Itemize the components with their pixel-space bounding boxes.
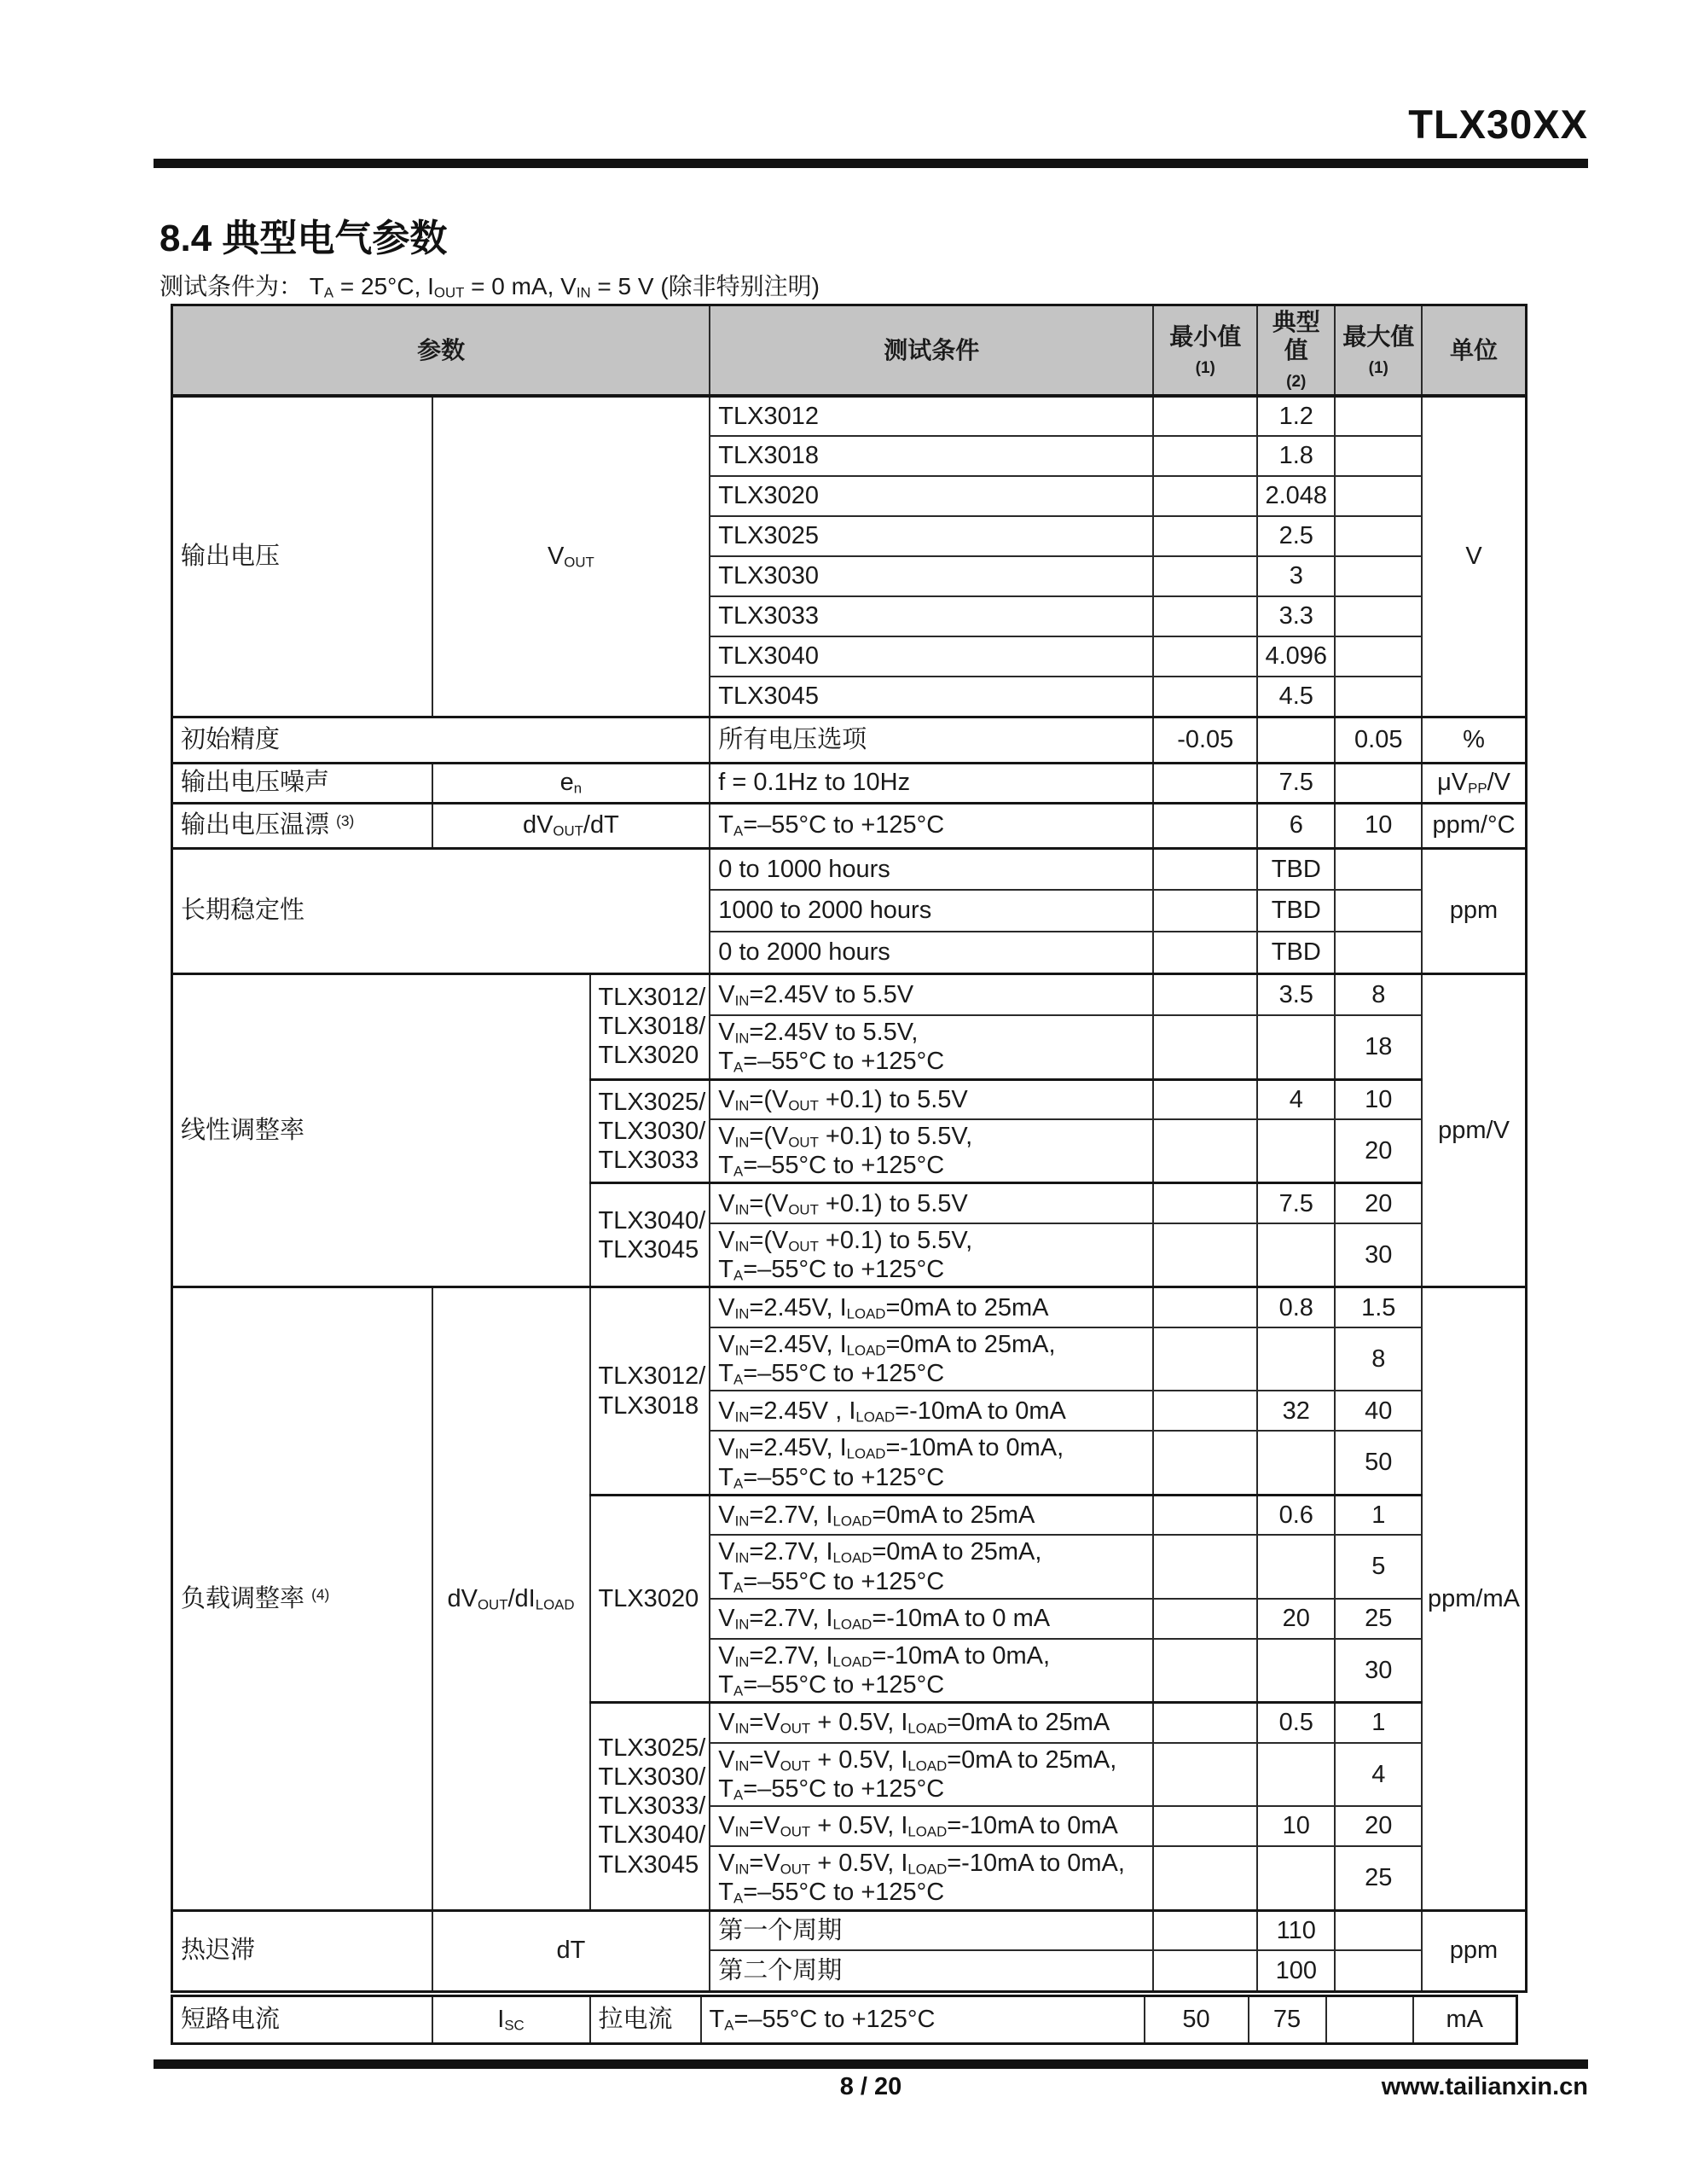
table-cell <box>1335 436 1422 476</box>
table-cell: 0.5 <box>1257 1703 1335 1743</box>
table-cell: $I_{SC}$ <box>432 1996 590 2044</box>
table-cell: $V_{IN}=(V_{OUT} +0.1)$ to 5.5V <box>710 1079 1153 1119</box>
table-cell: $V_{IN}=2.7V$, $I_{LOAD}=-10mA$ to 0 mA <box>710 1599 1153 1639</box>
table-cell <box>1153 848 1257 890</box>
table-cell: f = 0.1Hz to 10Hz <box>710 763 1153 803</box>
table-cell <box>1335 1950 1422 1991</box>
table-cell: 输出电压 <box>172 396 432 717</box>
table-cell <box>1153 1599 1257 1639</box>
table-cell: $V_{IN}=V_{OUT} + 0.5V$, $I_{LOAD}=0mA$ to 25mA <box>710 1703 1153 1743</box>
table-cell <box>1153 803 1257 848</box>
table-cell: 1.5 <box>1335 1287 1422 1327</box>
table-cell: 20 <box>1257 1599 1335 1639</box>
table-cell <box>1153 1015 1257 1079</box>
table-cell <box>1335 636 1422 677</box>
table-cell: 热迟滞 <box>172 1910 432 1991</box>
table-cell: $V_{IN}=2.45V$, $I_{LOAD}=-10mA$ to 0mA, $T_A=-55^\circ C$ to +125°C <box>710 1431 1153 1495</box>
table-cell: 75 <box>1249 1996 1326 2044</box>
table-cell: TLX3018 <box>710 436 1153 476</box>
table-cell <box>1153 1391 1257 1431</box>
table-cell <box>1153 1287 1257 1327</box>
electrical-parameters-table <box>171 304 1528 1993</box>
table-cell: 10 <box>1335 803 1422 848</box>
table-cell: TBD <box>1257 932 1335 973</box>
table-cell: 线性调整率 <box>172 973 590 1287</box>
table-row <box>172 1287 1527 1327</box>
table-cell: $\mu V_{PP}/V$ <box>1422 763 1526 803</box>
table-cell <box>1153 1183 1257 1223</box>
table-cell: 2.048 <box>1257 476 1335 516</box>
table-cell: 1 <box>1335 1495 1422 1535</box>
table-cell <box>1335 763 1422 803</box>
table-cell: $V_{IN}=2.7V$, $I_{LOAD}=0mA$ to 25mA, $T_A=-55^\circ C$ to +125°C <box>710 1535 1153 1598</box>
table-cell: dT <box>432 1910 710 1991</box>
table-cell: 1 <box>1335 1703 1422 1743</box>
table-cell: $dV_{OUT}/dI_{LOAD}$ <box>432 1287 590 1910</box>
website-text: www.tailianxin.cn <box>1381 2073 1588 2100</box>
table-cell: $V_{IN}=2.7V$, $I_{LOAD}=0mA$ to 25mA <box>710 1495 1153 1535</box>
table-cell <box>1153 890 1257 932</box>
table-cell <box>1153 932 1257 973</box>
page-number: 8 / 20 <box>839 2073 902 2100</box>
short-circuit-table <box>171 1995 1518 2045</box>
table-cell <box>1153 1743 1257 1806</box>
short-circuit-table-wrap <box>171 1995 1518 2045</box>
table-row <box>172 396 1527 436</box>
table-row <box>172 1996 1517 2044</box>
table-cell: 110 <box>1257 1910 1335 1950</box>
table-cell: V <box>1422 396 1526 717</box>
table-cell: ppm <box>1422 1910 1526 1991</box>
table-cell: 1.8 <box>1257 436 1335 476</box>
table-row <box>172 848 1527 890</box>
section-title: 8.4 典型电气参数 <box>159 218 448 259</box>
table-cell <box>1153 556 1257 596</box>
table-cell: $V_{IN}=2.45V$, $I_{LOAD}=0mA$ to 25mA <box>710 1287 1153 1327</box>
table-cell: 100 <box>1257 1950 1335 1991</box>
table-cell: $V_{IN}=2.45V$ to 5.5V <box>710 973 1153 1015</box>
table-cell <box>1257 1431 1335 1495</box>
table-cell: 8 <box>1335 1327 1422 1391</box>
table-cell <box>1153 1806 1257 1846</box>
table-cell <box>1326 1996 1413 2044</box>
table-cell: 5 <box>1335 1535 1422 1598</box>
table-cell: 1.2 <box>1257 396 1335 436</box>
table-cell: $V_{OUT}$ <box>432 396 710 717</box>
table-cell <box>1257 1846 1335 1910</box>
table-cell <box>1153 1639 1257 1703</box>
table-cell: 4 <box>1335 1743 1422 1806</box>
table-cell: 7.5 <box>1257 763 1335 803</box>
table-cell <box>1153 396 1257 436</box>
table-cell: 20 <box>1335 1806 1422 1846</box>
test-conditions: 测试条件为： $T_A = 25^\circ C$, $I_{OUT} = 0$ mA, $V_{IN} = 5$ V (除非特别注明) <box>159 273 820 301</box>
table-cell: 负载调整率 $^{(4)}$ <box>172 1287 432 1910</box>
table-cell <box>1153 1703 1257 1743</box>
table-cell <box>1153 1079 1257 1119</box>
table-row <box>172 763 1527 803</box>
table-cell: 0.8 <box>1257 1287 1335 1327</box>
table-cell <box>1153 1950 1257 1991</box>
table-cell: TLX3040 <box>710 636 1153 677</box>
table-cell: ppm <box>1422 848 1526 973</box>
table-cell: 4.096 <box>1257 636 1335 677</box>
table-cell: ppm/°C <box>1422 803 1526 848</box>
table-cell <box>1153 596 1257 636</box>
header-cell: 参数 <box>172 305 710 397</box>
table-cell <box>1153 763 1257 803</box>
table-cell <box>1153 1846 1257 1910</box>
table-row <box>172 717 1527 763</box>
header-cell: 典型值 (2) <box>1257 305 1335 397</box>
header-cell: 最大值 (1) <box>1335 305 1422 397</box>
table-cell <box>1257 1639 1335 1703</box>
table-cell <box>1257 1327 1335 1391</box>
table-cell <box>1335 476 1422 516</box>
table-cell: TLX3045 <box>710 677 1153 717</box>
table-cell: 18 <box>1335 1015 1422 1079</box>
table-cell: $V_{IN}=(V_{OUT} +0.1)$ to 5.5V <box>710 1183 1153 1223</box>
table-cell: $V_{IN}=V_{OUT} + 0.5V$, $I_{LOAD}=0mA$ to 25mA, $T_A=-55^\circ C$ to +125°C <box>710 1743 1153 1806</box>
table-cell: TLX3040/ TLX3045 <box>590 1183 710 1287</box>
table-cell: 30 <box>1335 1639 1422 1703</box>
table-cell: 第二个周期 <box>710 1950 1153 1991</box>
table-cell <box>1153 1910 1257 1950</box>
table-cell <box>1153 1495 1257 1535</box>
table-cell: TLX3012/ TLX3018/ TLX3020 <box>590 973 710 1079</box>
electrical-parameters-table-wrap <box>171 304 1528 1993</box>
table-cell: $V_{IN}=V_{OUT} + 0.5V$, $I_{LOAD}=-10mA$ to 0mA, $T_A=-55^\circ C$ to +125°C <box>710 1846 1153 1910</box>
table-cell <box>1257 1223 1335 1287</box>
table-cell: ppm/V <box>1422 973 1526 1287</box>
footer-rule <box>154 2059 1588 2069</box>
table-cell: 输出电压温漂 $^{(3)}$ <box>172 803 432 848</box>
table-cell: 第一个周期 <box>710 1910 1153 1950</box>
table-cell: % <box>1422 717 1526 763</box>
table-cell: $V_{IN}=2.45V$ to 5.5V, $T_A=-55^\circ C$ to +125°C <box>710 1015 1153 1079</box>
table-cell: 20 <box>1335 1183 1422 1223</box>
table-cell: 20 <box>1335 1119 1422 1183</box>
table-cell: 0.05 <box>1335 717 1422 763</box>
table-cell: $V_{IN}=(V_{OUT} +0.1)$ to 5.5V, $T_A=-55^\circ C$ to +125°C <box>710 1223 1153 1287</box>
table-cell: $V_{IN}=2.45V$ , $I_{LOAD}=-10mA$ to 0mA <box>710 1391 1153 1431</box>
table-cell: TLX3025/ TLX3030/ TLX3033 <box>590 1079 710 1183</box>
table-cell: TLX3030 <box>710 556 1153 596</box>
table-cell: 3.3 <box>1257 596 1335 636</box>
table-cell: $e_n$ <box>432 763 710 803</box>
table-cell <box>1257 1015 1335 1079</box>
table-cell <box>1335 556 1422 596</box>
table-cell <box>1335 890 1422 932</box>
table-cell: $V_{IN}=(V_{OUT} +0.1)$ to 5.5V, $T_A=-55^\circ C$ to +125°C <box>710 1119 1153 1183</box>
table-cell: 初始精度 <box>172 717 710 763</box>
header-rule <box>154 159 1588 168</box>
table-cell <box>1153 1431 1257 1495</box>
table-cell: 短路电流 <box>172 1996 432 2044</box>
table-cell <box>1153 636 1257 677</box>
table-cell <box>1257 717 1335 763</box>
table-cell: 40 <box>1335 1391 1422 1431</box>
table-cell <box>1153 476 1257 516</box>
table-cell: mA <box>1413 1996 1517 2044</box>
table-cell: TLX3012/ TLX3018 <box>590 1287 710 1495</box>
header-cell: 单位 <box>1422 305 1526 397</box>
table-cell: 8 <box>1335 973 1422 1015</box>
table-row <box>172 973 1527 1015</box>
table-cell: 3.5 <box>1257 973 1335 1015</box>
table-cell: 32 <box>1257 1391 1335 1431</box>
table-cell: 0 to 1000 hours <box>710 848 1153 890</box>
table-cell: 30 <box>1335 1223 1422 1287</box>
table-row <box>172 803 1527 848</box>
table-cell: 7.5 <box>1257 1183 1335 1223</box>
table-cell: 6 <box>1257 803 1335 848</box>
table-cell <box>1153 1535 1257 1598</box>
table-cell: 1000 to 2000 hours <box>710 890 1153 932</box>
table-cell: ppm/mA <box>1422 1287 1526 1910</box>
table-cell: $V_{IN}=2.45V$, $I_{LOAD}=0mA$ to 25mA, $T_A=-55^\circ C$ to +125°C <box>710 1327 1153 1391</box>
table-cell: 0 to 2000 hours <box>710 932 1153 973</box>
table-cell <box>1335 848 1422 890</box>
table-cell <box>1335 932 1422 973</box>
table-cell: 10 <box>1257 1806 1335 1846</box>
table-cell: -0.05 <box>1153 717 1257 763</box>
table-cell: 25 <box>1335 1846 1422 1910</box>
table-cell <box>1153 677 1257 717</box>
table-cell: 2.5 <box>1257 516 1335 556</box>
table-cell <box>1335 516 1422 556</box>
table-cell <box>1153 1119 1257 1183</box>
table-cell: 0.6 <box>1257 1495 1335 1535</box>
table-cell: TBD <box>1257 848 1335 890</box>
table-cell <box>1153 973 1257 1015</box>
table-cell: $T_A=-55^\circ C$ to +125°C <box>710 803 1153 848</box>
table-cell: 3 <box>1257 556 1335 596</box>
table-cell <box>1257 1743 1335 1806</box>
table-cell: $V_{IN}=V_{OUT} + 0.5V$, $I_{LOAD}=-10mA$ to 0mA <box>710 1806 1153 1846</box>
table-cell: 50 <box>1145 1996 1249 2044</box>
table-cell: 拉电流 <box>590 1996 701 2044</box>
table-cell: 25 <box>1335 1599 1422 1639</box>
table-cell: TLX3020 <box>590 1495 710 1702</box>
table-cell: $dV_{OUT}/dT$ <box>432 803 710 848</box>
header-cell: 最小值 (1) <box>1153 305 1257 397</box>
table-cell: 10 <box>1335 1079 1422 1119</box>
table-cell: 所有电压选项 <box>710 717 1153 763</box>
table-cell <box>1257 1535 1335 1598</box>
table-cell: $T_A=-55^\circ C$ to +125°C <box>701 1996 1145 2044</box>
table-cell: 输出电压噪声 <box>172 763 432 803</box>
table-cell <box>1257 1119 1335 1183</box>
table-cell: 长期稳定性 <box>172 848 710 973</box>
table-cell: 4 <box>1257 1079 1335 1119</box>
table-cell <box>1153 1223 1257 1287</box>
table-cell <box>1335 1910 1422 1950</box>
table-row <box>172 1910 1527 1950</box>
table-cell <box>1153 516 1257 556</box>
table-cell: TLX3025 <box>710 516 1153 556</box>
table-cell: TLX3020 <box>710 476 1153 516</box>
table-cell: TLX3033 <box>710 596 1153 636</box>
doc-title: TLX30XX <box>1408 102 1588 147</box>
table-cell <box>1335 396 1422 436</box>
table-cell: TLX3025/ TLX3030/ TLX3033/ TLX3040/ TLX3045 <box>590 1703 710 1910</box>
table-cell: 4.5 <box>1257 677 1335 717</box>
table-cell: 50 <box>1335 1431 1422 1495</box>
table-cell <box>1153 1327 1257 1391</box>
header-cell: 测试条件 <box>710 305 1153 397</box>
table-cell: TLX3012 <box>710 396 1153 436</box>
table-cell: TBD <box>1257 890 1335 932</box>
table-cell: $V_{IN}=2.7V$, $I_{LOAD}=-10mA$ to 0mA, $T_A=-55^\circ C$ to +125°C <box>710 1639 1153 1703</box>
table-cell <box>1153 436 1257 476</box>
table-cell <box>1335 677 1422 717</box>
table-cell <box>1335 596 1422 636</box>
